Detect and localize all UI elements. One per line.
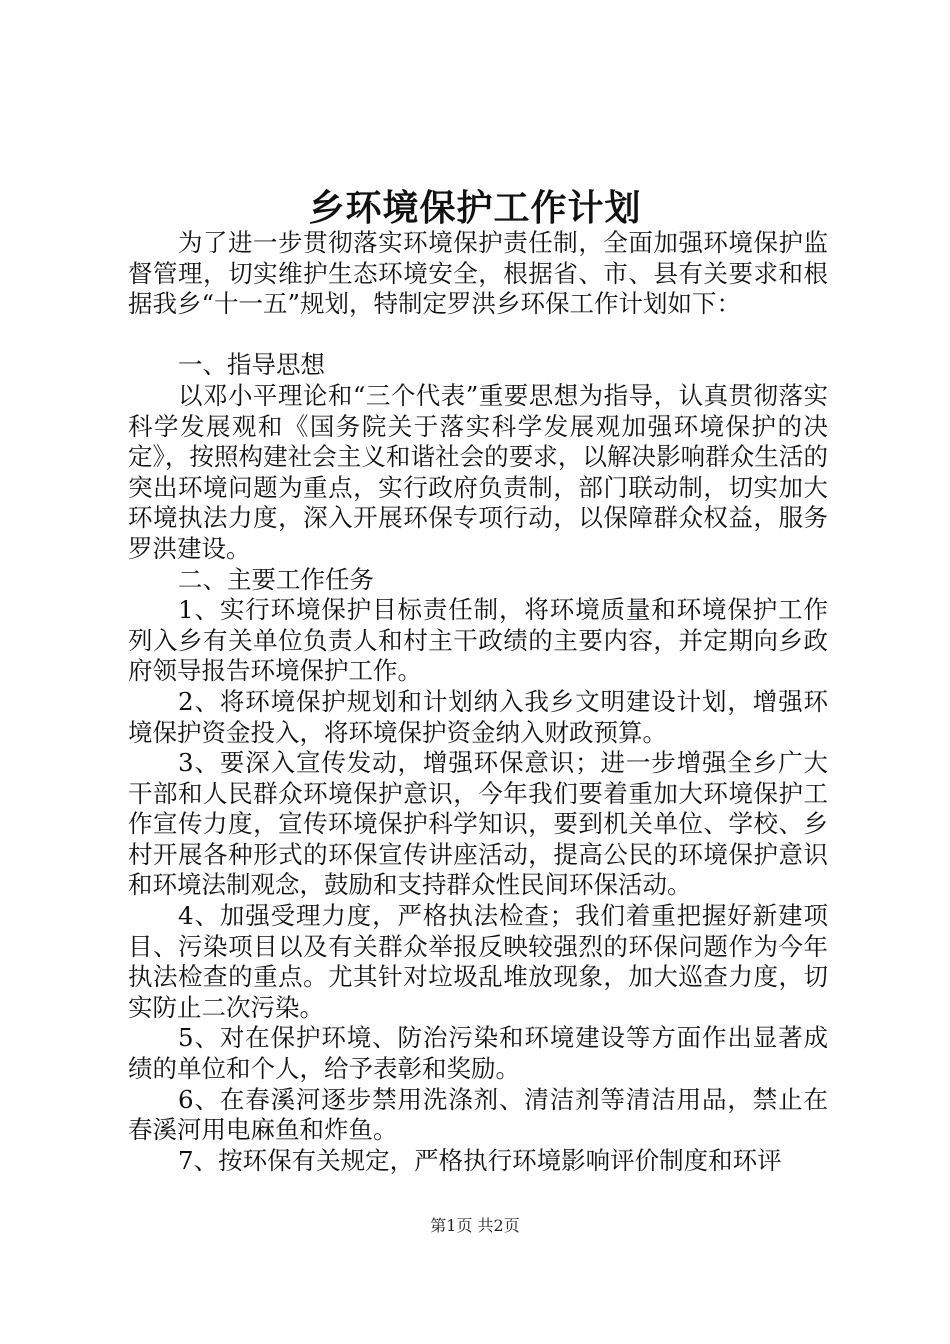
document-title: 乡环境保护工作计划 — [308, 187, 642, 229]
guiding-ideology-paragraph: 以邓小平理论和“三个代表”重要思想为指导，认真贯彻落实科学发展观和《国务院关于落实科学发展观加强环境保护的决定》，按照构建社会主义和谐社会的要求，以解决影响群众生活的突出环境问题为重点，实行政府负责制，部门联动制，切实加大环境执法力度，深入开展环保专项行动，以保障群众权益，服务罗洪建设。 — [128, 380, 828, 563]
intro-paragraph: 为了进一步贯彻落实环境保护责任制，全面加强环境保护监督管理，切实维护生态环境安全，根据省、市、县有关要求和根据我乡“十一五”规划，特制定罗洪乡环保工作计划如下： — [128, 228, 828, 319]
task-item-5: 5、对在保护环境、防治污染和环境建设等方面作出显著成绩的单位和个人，给予表彰和奖励。 — [128, 1023, 828, 1084]
task-item-7: 7、按环保有关规定，严格执行环境影响评价制度和环评 — [178, 1145, 782, 1175]
task-item-1: 1、实行环境保护目标责任制，将环境质量和环境保护工作列入乡有关单位负责人和村主干政绩的主要内容，并定期向乡政府领导报告环境保护工作。 — [128, 595, 828, 686]
task-item-3: 3、要深入宣传发动，增强环保意识；进一步增强全乡广大干部和人民群众环境保护意识，今年我们要着重加大环境保护工作宣传力度，宣传环境保护科学知识，要到机关单位、学校、乡村开展各种形式的环保宣传讲座活动，提高公民的环境保护意识和环境法制观念，鼓励和支持群众性民间环保活动。 — [128, 748, 828, 900]
section-heading-main-tasks: 二、主要工作任务 — [178, 564, 374, 594]
task-item-6: 6、在春溪河逐步禁用洗涤剂、清洁剂等清洁用品，禁止在春溪河用电麻鱼和炸鱼。 — [128, 1084, 828, 1145]
task-item-2: 2、将环境保护规划和计划纳入我乡文明建设计划，增强环境保护资金投入，将环境保护资金纳入财政预算。 — [128, 686, 828, 747]
document-body — [128, 228, 828, 1176]
task-item-4: 4、加强受理力度，严格执法检查；我们着重把握好新建项目、污染项目以及有关群众举报反映较强烈的环保问题作为今年执法检查的重点。尤其针对垃圾乱堆放现象，加大巡查力度，切实防止二次污染。 — [128, 901, 828, 1022]
section-heading-guiding-ideology: 一、指导思想 — [178, 350, 325, 380]
page-footer: 第1页 共2页 — [430, 1216, 520, 1235]
